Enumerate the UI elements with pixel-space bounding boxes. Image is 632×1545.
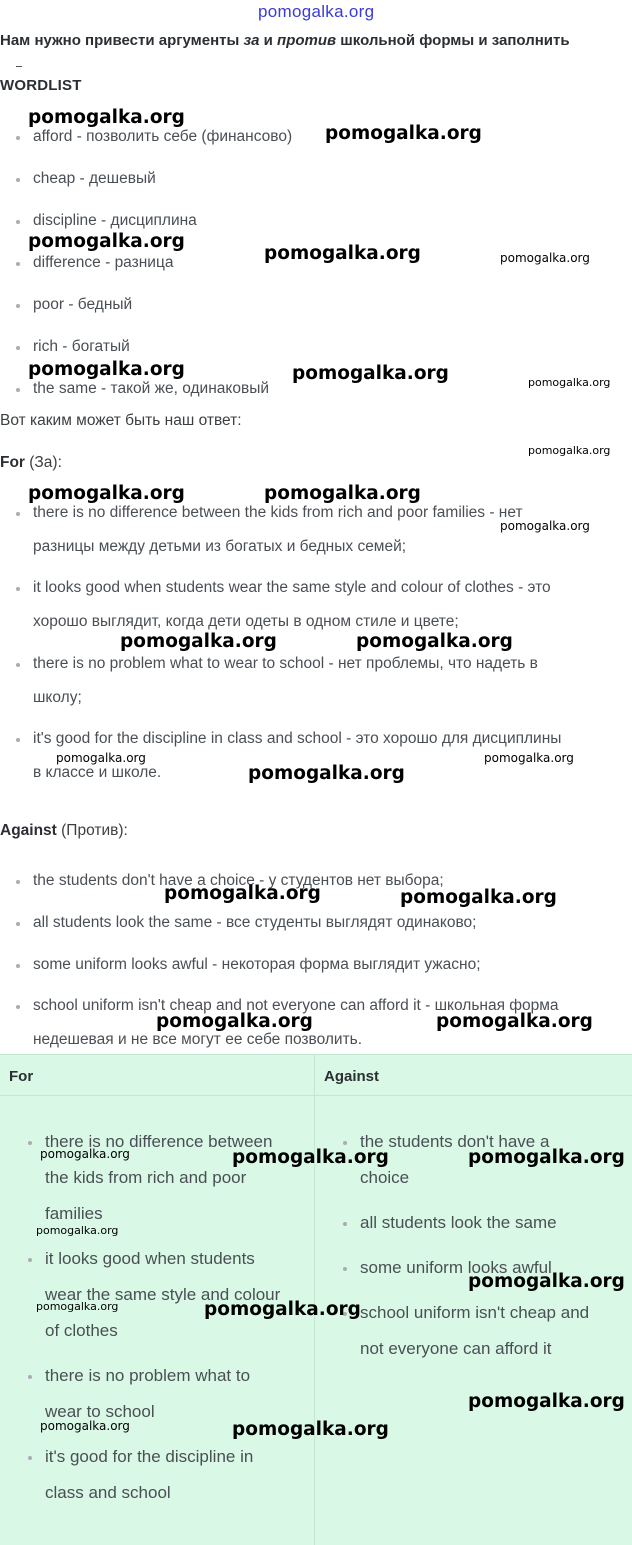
- table-header-for: For: [9, 1068, 34, 1085]
- task-heading: Нам нужно привести аргументы за и против школьной формы и заполнить: [0, 32, 570, 49]
- table-for-item-cont: families: [45, 1204, 103, 1223]
- table-against-item: school uniform isn't cheap and: [360, 1303, 589, 1323]
- table-for-item-cont: class and school: [45, 1483, 171, 1502]
- watermark: pomogalka.org: [325, 123, 482, 144]
- watermark: pomogalka.org: [356, 631, 513, 652]
- scan-mark: [16, 66, 22, 67]
- for-section-title: For (За):: [0, 454, 62, 471]
- watermark: pomogalka.org: [204, 1299, 361, 1320]
- table-against-item-cont: not everyone can afford it: [360, 1339, 552, 1358]
- watermark: pomogalka.org: [264, 243, 421, 264]
- table-for-item-cont: wear the same style and colour: [45, 1285, 281, 1304]
- watermark: pomogalka.org: [28, 107, 185, 128]
- table-against-item-cont: choice: [360, 1168, 410, 1187]
- watermark: pomogalka.org: [528, 376, 611, 389]
- table-header-against: Against: [324, 1068, 380, 1085]
- table-for-item: it's good for the discipline in: [45, 1447, 253, 1467]
- watermark: pomogalka.org: [468, 1271, 625, 1292]
- watermark: pomogalka.org: [156, 1011, 313, 1032]
- watermark: pomogalka.org: [232, 1419, 389, 1440]
- against-section-title: Against (Против):: [0, 822, 128, 839]
- watermark: pomogalka.org: [436, 1011, 593, 1032]
- watermark: pomogalka.org: [164, 883, 321, 904]
- table-for-item: there is no difference between: [45, 1132, 272, 1152]
- watermark: pomogalka.org: [36, 1300, 119, 1313]
- watermark: pomogalka.org: [468, 1147, 625, 1168]
- watermark: pomogalka.org: [40, 1419, 130, 1433]
- table-for-item-cont: of clothes: [45, 1321, 118, 1340]
- table-against-item: the students don't have a: [360, 1132, 549, 1152]
- watermark: pomogalka.org: [40, 1147, 130, 1161]
- table-against-item: all students look the same: [360, 1213, 557, 1233]
- table-for-item: there is no problem what to: [45, 1366, 250, 1386]
- watermark: pomogalka.org: [28, 359, 185, 380]
- watermark: pomogalka.org: [500, 251, 590, 265]
- table-for-item-cont: the kids from rich and poor: [45, 1168, 247, 1187]
- table-for-item-cont: wear to school: [45, 1402, 155, 1421]
- table-against-item: some uniform looks awful: [360, 1258, 552, 1278]
- site-link[interactable]: pomogalka.org: [258, 2, 375, 21]
- watermark: pomogalka.org: [528, 444, 611, 457]
- watermark: pomogalka.org: [468, 1391, 625, 1412]
- watermark: pomogalka.org: [264, 483, 421, 504]
- wordlist-title: WORDLIST: [0, 77, 82, 94]
- table-for-item: it looks good when students: [45, 1249, 255, 1269]
- watermark: pomogalka.org: [36, 1224, 119, 1237]
- watermark: pomogalka.org: [500, 519, 590, 533]
- watermark: pomogalka.org: [484, 751, 574, 765]
- answer-intro: Вот каким может быть наш ответ:: [0, 412, 242, 429]
- table-header-divider: [0, 1095, 632, 1096]
- watermark: pomogalka.org: [292, 363, 449, 384]
- watermark: pomogalka.org: [232, 1147, 389, 1168]
- watermark: pomogalka.org: [248, 763, 405, 784]
- watermark: pomogalka.org: [28, 483, 185, 504]
- watermark: pomogalka.org: [56, 751, 146, 765]
- watermark: pomogalka.org: [28, 231, 185, 252]
- watermark: pomogalka.org: [400, 887, 557, 908]
- watermark: pomogalka.org: [120, 631, 277, 652]
